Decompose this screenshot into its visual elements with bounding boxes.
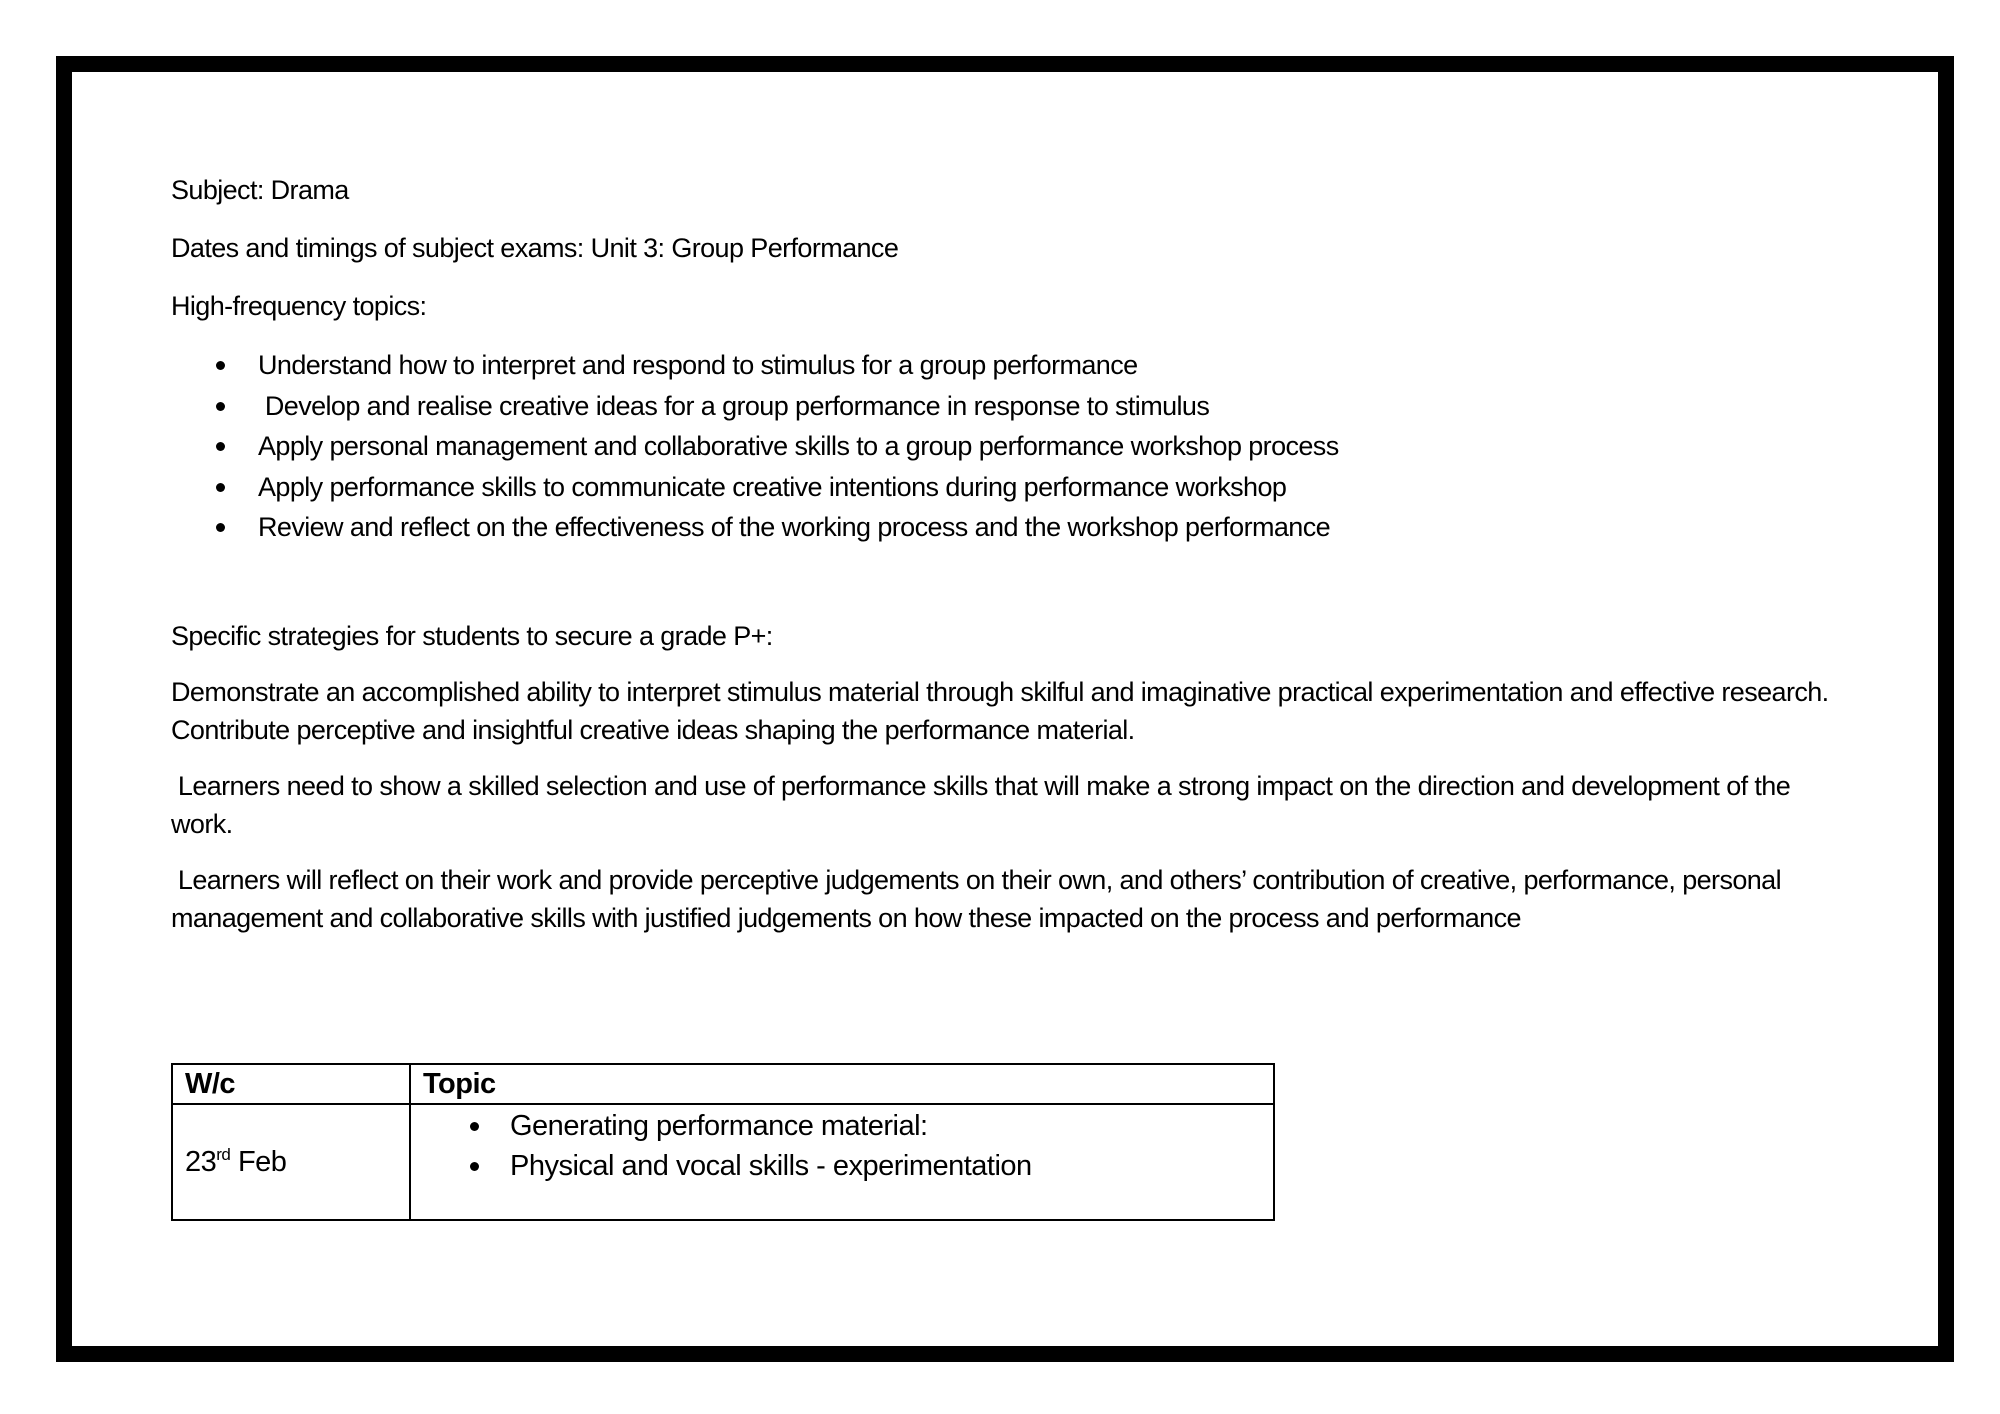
schedule-table [171,1063,1275,1221]
list-item [171,345,1851,386]
week-commencing-cell [172,1104,410,1220]
topic-text: Physical and vocal skills - experimentation [510,1150,1032,1182]
list-item [171,426,1851,467]
bullet-icon [216,442,225,451]
topic-text: Develop and realise creative ideas for a group performance in response to stimulus [258,390,1210,421]
list-item [171,467,1851,508]
header-topic: Topic [410,1064,1274,1104]
bullet-icon [216,402,225,411]
subject-line: Subject: Drama [171,175,349,205]
topic-list [423,1106,1261,1186]
bullet-icon [216,523,225,532]
topic-text: Understand how to interpret and respond to stimulus for a group performance [258,350,1138,380]
topic-cell [410,1104,1274,1220]
wc-day: 23 [185,1145,217,1178]
paragraph-line: Learners will reflect on their work and provide perceptive judgements on their own, and others’ contribution of creative, performance, personal [171,864,1782,895]
strategy-paragraph [171,767,1851,843]
list-item [171,507,1851,548]
high-frequency-label: High-frequency topics: [171,291,427,321]
header-wc: W/c [172,1064,410,1104]
topic-text: Generating performance material: [510,1110,928,1142]
list-item [171,386,1851,427]
topic-text: Apply performance skills to communicate creative intentions during performance workshop [258,471,1287,502]
bullet-icon [470,1162,479,1171]
high-frequency-topic-list [171,345,1851,548]
paragraph-line: Demonstrate an accomplished ability to interpret stimulus material through skilful and imaginative practical experimentation and effective research. [171,676,1829,707]
strategies-heading: Specific strategies for students to secure a grade P+: [171,620,773,651]
paragraph-line: Learners need to show a skilled selection and use of performance skills that will make a strong impact on the direction and development of the [171,770,1791,801]
exam-dates-line: Dates and timings of subject exams: Unit 3: Group Performance [171,233,899,263]
paragraph-line: management and collaborative skills with justified judgements on how these impacted on the process and performance [171,902,1521,933]
strategy-paragraph [171,673,1851,749]
wc-ordinal-suffix: rd [216,1144,231,1164]
paragraph-line: work. [171,808,233,839]
strategy-paragraph [171,861,1851,937]
document-body [171,171,1851,955]
topic-text: Apply personal management and collaborative skills to a group performance workshop process [258,431,1339,461]
table-header-row [172,1064,1274,1104]
list-item [423,1106,1261,1146]
bullet-icon [216,483,225,492]
list-item [423,1146,1261,1186]
wc-month: Feb [230,1145,287,1178]
bullet-icon [470,1122,479,1131]
table-row [172,1104,1274,1220]
paragraph-line: Contribute perceptive and insightful creative ideas shaping the performance material. [171,714,1135,745]
bullet-icon [216,361,225,370]
topic-text: Review and reflect on the effectiveness of the working process and the workshop performance [258,512,1331,542]
